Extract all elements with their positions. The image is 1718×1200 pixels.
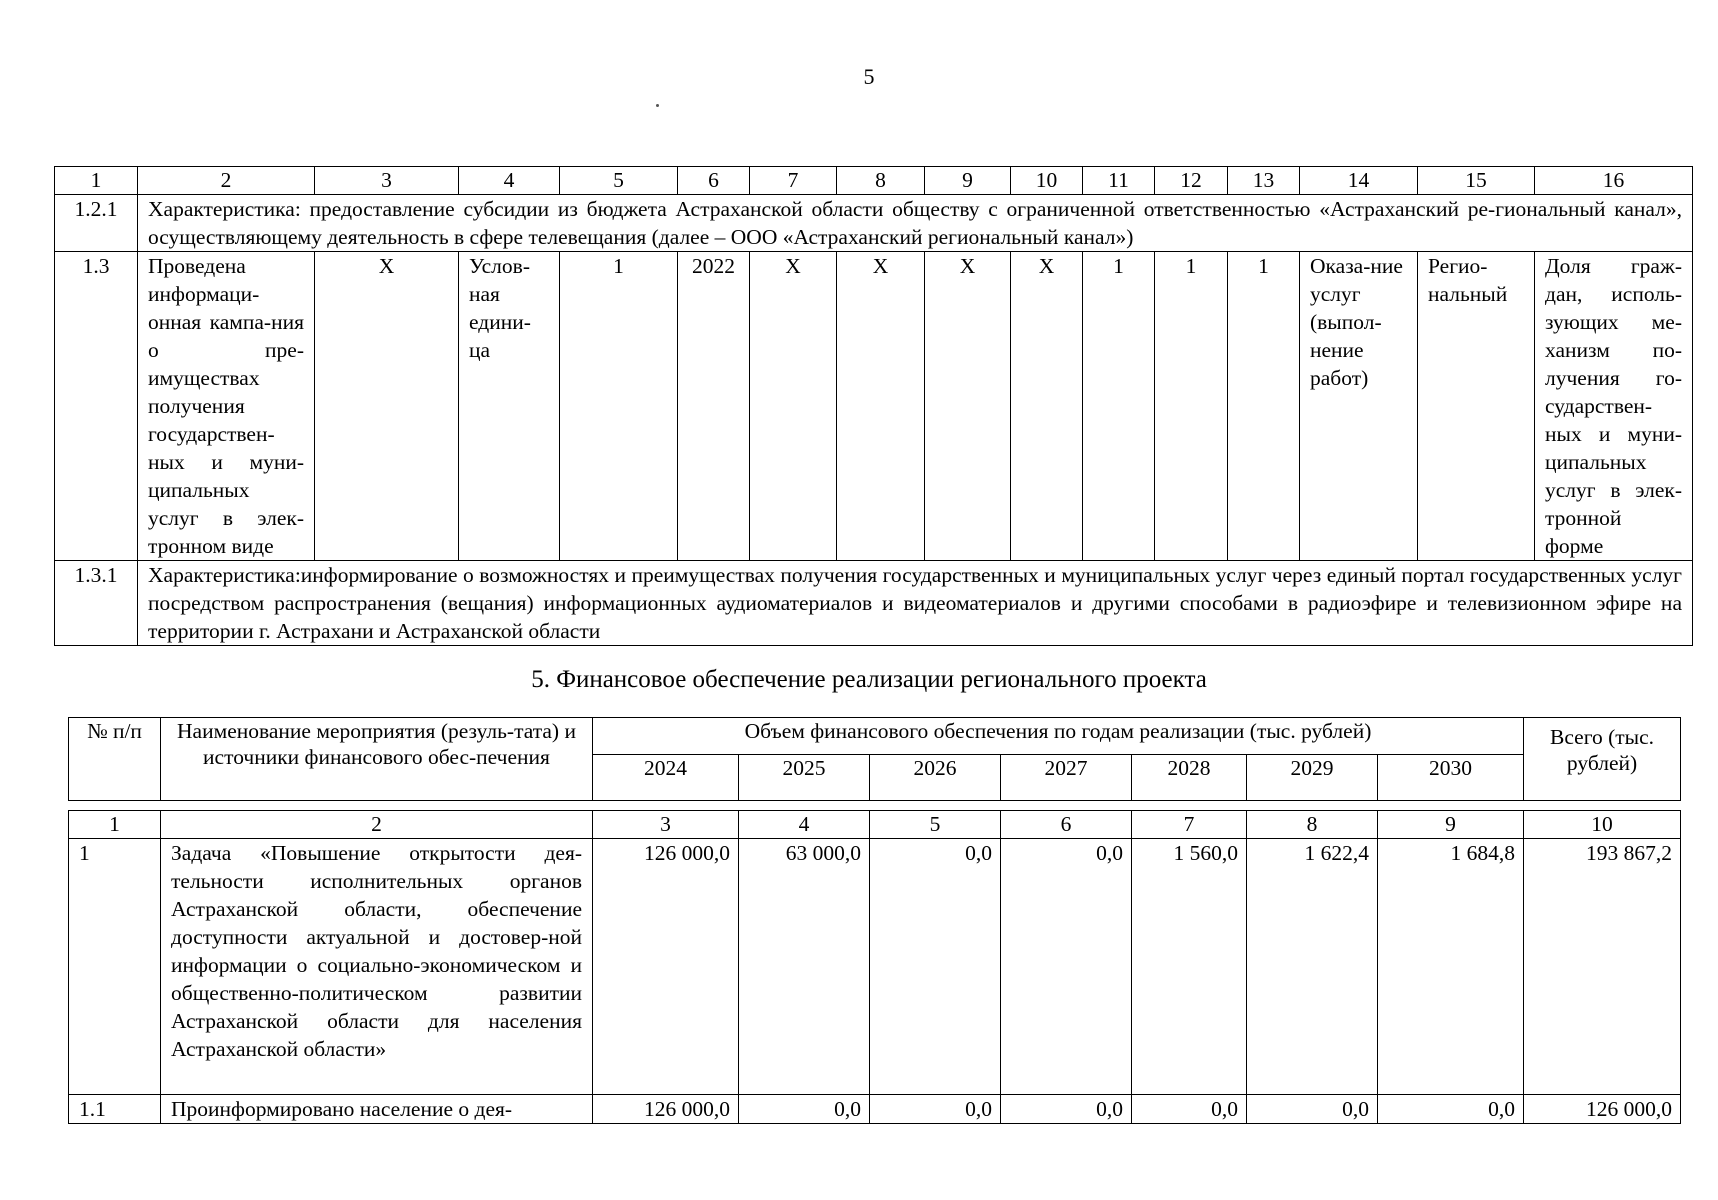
cell-c6: 2022 <box>678 252 750 561</box>
row-number: 1.3 <box>55 252 138 561</box>
row-1-3-1 <box>55 561 1693 646</box>
task-name: Задача «Повышение открытости дея-тельности исполнительных органов Астраханской области, обеспечение доступности актуальной и достовер-ной информации о социально-экономическом и общественно-политическом развитии Астраханской области для населения Астраханской области» <box>161 839 593 1095</box>
finance-table-header <box>68 717 1681 801</box>
value-2028: 0,0 <box>1132 1095 1247 1124</box>
cell-c3: X <box>315 252 459 561</box>
header-volume: Объем финансового обеспечения по годам реализации (тыс. рублей) <box>593 718 1524 755</box>
col-num: 6 <box>1001 811 1132 839</box>
value-2026: 0,0 <box>870 839 1001 1095</box>
col-num: 13 <box>1228 167 1300 195</box>
result-name: Проведена информаци-онная кампа-ния о пре-имуществах получения государствен-ных и муни-ципальных услуг в элек-тронном виде <box>138 252 315 561</box>
col-num: 4 <box>459 167 560 195</box>
value-2025: 0,0 <box>739 1095 870 1124</box>
col-num: 11 <box>1083 167 1155 195</box>
header-year: 2030 <box>1378 755 1524 801</box>
cell-c16: Доля граж-дан, исполь-зующих ме-ханизм по-лучения го-сударствен-ных и муни-ципальных услуг в элек-тронной форме <box>1535 252 1693 561</box>
col-num: 10 <box>1011 167 1083 195</box>
result-name: Проинформировано население о дея- <box>161 1095 593 1124</box>
finance-row-1 <box>69 839 1681 1095</box>
header-year: 2026 <box>870 755 1001 801</box>
value-2029: 0,0 <box>1247 1095 1378 1124</box>
row-1-3 <box>55 252 1693 561</box>
column-number-row <box>69 811 1681 839</box>
col-num: 9 <box>1378 811 1524 839</box>
section-title: 5. Финансовое обеспечение реализации регионального проекта <box>531 666 1207 693</box>
col-num: 5 <box>560 167 678 195</box>
cell-c13: 1 <box>1228 252 1300 561</box>
col-num: 1 <box>55 167 138 195</box>
col-num: 9 <box>925 167 1011 195</box>
value-2024: 126 000,0 <box>593 1095 739 1124</box>
header-year: 2029 <box>1247 755 1378 801</box>
cell-c5: 1 <box>560 252 678 561</box>
row-1-2-1 <box>55 195 1693 252</box>
cell-c10: X <box>1011 252 1083 561</box>
cell-c8: X <box>837 252 925 561</box>
value-2030: 0,0 <box>1378 1095 1524 1124</box>
cell-c15: Регио-нальный <box>1418 252 1535 561</box>
value-total: 193 867,2 <box>1524 839 1681 1095</box>
header-year: 2024 <box>593 755 739 801</box>
header-year: 2025 <box>739 755 870 801</box>
col-num: 3 <box>593 811 739 839</box>
characteristic-text: Характеристика: предоставление субсидии из бюджета Астраханской области обществу с ограниченной ответственностью «Астраханский ре-гиональный канал», осуществляющему деятельность в сфере телевещания (далее – ООО «Астраханский региональный канал») <box>138 195 1693 252</box>
header-year: 2027 <box>1001 755 1132 801</box>
value-2029: 1 622,4 <box>1247 839 1378 1095</box>
row-number: 1 <box>69 839 161 1095</box>
row-number: 1.1 <box>69 1095 161 1124</box>
col-num: 4 <box>739 811 870 839</box>
value-2025: 63 000,0 <box>739 839 870 1095</box>
col-num: 14 <box>1300 167 1418 195</box>
row-number: 1.2.1 <box>55 195 138 252</box>
col-num: 2 <box>161 811 593 839</box>
col-num: 15 <box>1418 167 1535 195</box>
value-2030: 1 684,8 <box>1378 839 1524 1095</box>
scan-speck <box>656 104 659 107</box>
value-2024: 126 000,0 <box>593 839 739 1095</box>
col-num: 6 <box>678 167 750 195</box>
value-2028: 1 560,0 <box>1132 839 1247 1095</box>
finance-table-body <box>68 810 1681 1124</box>
cell-c12: 1 <box>1155 252 1228 561</box>
col-num: 5 <box>870 811 1001 839</box>
page-number: 5 <box>863 64 875 89</box>
col-num: 8 <box>837 167 925 195</box>
col-num: 7 <box>750 167 837 195</box>
col-num: 1 <box>69 811 161 839</box>
col-num: 3 <box>315 167 459 195</box>
value-2027: 0,0 <box>1001 839 1132 1095</box>
cell-c9: X <box>925 252 1011 561</box>
cell-c7: X <box>750 252 837 561</box>
row-number: 1.3.1 <box>55 561 138 646</box>
finance-row-1-1 <box>69 1095 1681 1124</box>
cell-c11: 1 <box>1083 252 1155 561</box>
col-num: 8 <box>1247 811 1378 839</box>
column-number-row <box>55 167 1693 195</box>
header-name: Наименование мероприятия (резуль-тата) и источники финансового обес-печения <box>161 718 593 801</box>
cell-c14: Оказа-ние услуг (выпол-нение работ) <box>1300 252 1418 561</box>
value-total: 126 000,0 <box>1524 1095 1681 1124</box>
col-num: 2 <box>138 167 315 195</box>
indicators-table <box>54 166 1693 646</box>
header-year: 2028 <box>1132 755 1247 801</box>
characteristic-text: Характеристика:информирование о возможностях и преимуществах получения государственных и муниципальных услуг через единый портал государственных услуг посредством распространения (вещания) информационных аудиоматериалов и видеоматериалов и другими способами в радиоэфире и телевизионном эфире на территории г. Астрахани и Астраханской области <box>138 561 1693 646</box>
col-num: 16 <box>1535 167 1693 195</box>
value-2027: 0,0 <box>1001 1095 1132 1124</box>
header-total: Всего (тыс. рублей) <box>1524 718 1681 801</box>
col-num: 10 <box>1524 811 1681 839</box>
col-num: 12 <box>1155 167 1228 195</box>
header-number: № п/п <box>69 718 161 801</box>
unit-of-measure: Услов-ная едини-ца <box>459 252 560 561</box>
col-num: 7 <box>1132 811 1247 839</box>
value-2026: 0,0 <box>870 1095 1001 1124</box>
